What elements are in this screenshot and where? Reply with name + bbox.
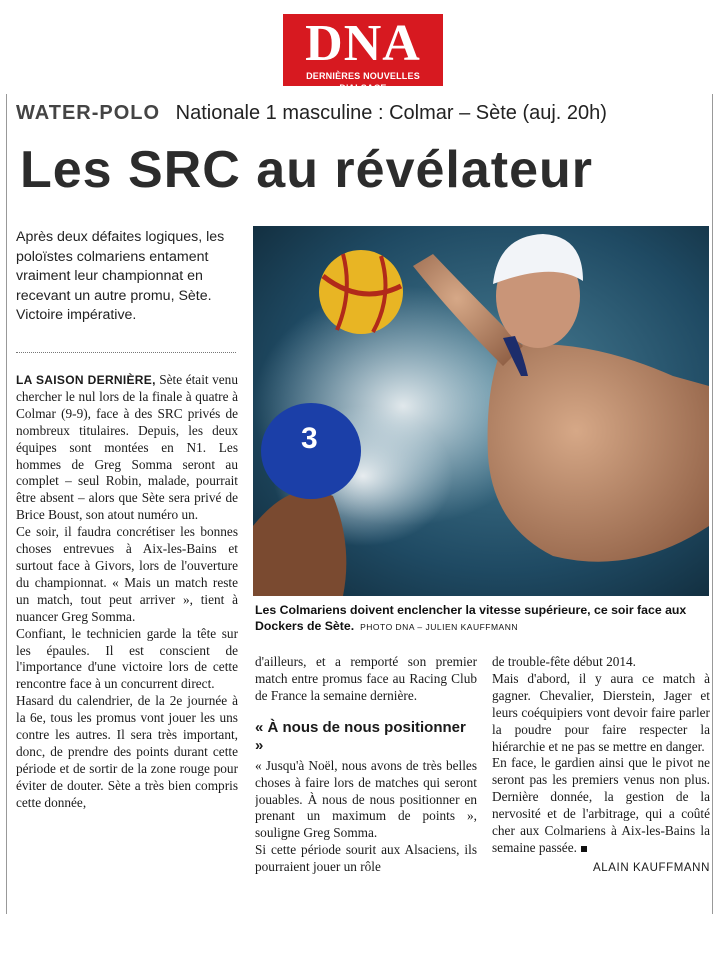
paragraph-8: de trouble-fête début 2014. [492,654,636,669]
article-headline: Les SRC au révélateur [20,141,594,199]
article-kicker [16,98,712,128]
paragraph-3: Confiant, le technicien garde la tête sur les épaules. Il est conscient de l'importance d'une victoire lors de cette rencontre face à un concurrent direct. [16,625,238,692]
chapo-separator [16,352,236,353]
dna-logo [283,14,443,93]
photo-caption [255,602,711,635]
cap-number: 3 [301,422,318,455]
caption-text: Les Colmariens doivent enclencher la vitesse supérieure, ce soir face aux Dockers de Sète. [255,603,687,633]
photo-credit: PHOTO DNA – JULIEN KAUFFMANN [360,622,519,632]
end-mark [581,846,587,852]
lead-in: LA SAISON DERNIÈRE, [16,373,156,387]
paragraph-4: Hasard du calendrier, de la 2e journée à la 6e, tous les promus vont jouer les uns contre les autres. Il sera très important, donc, de prendre des points durant cette période et de sortir de la zone rouge pour éviter de douter. Sète a très bien compris cette donnée, [16,693,238,810]
article-photo [253,226,709,596]
intertitle: « À nous de nous positionner » [255,718,466,754]
frame-rule-right [712,94,713,914]
logo-wordmark: DNA [305,15,421,72]
water-polo-photo [253,226,709,596]
article-chapo: Après deux défaites logiques, les poloïstes colmariens entament vraiment leur championnat en recevant un autre promu, Sète. Victoire impérative. [16,229,225,323]
article-subtitle: Nationale 1 masculine : Colmar – Sète (auj. 20h) [175,102,607,124]
frame-rule-left [6,94,7,914]
paragraph-5: d'ailleurs, et a remporté son premier match entre promus face au Racing Club de France la semaine dernière. [255,654,477,703]
paragraph-10-text: En face, le gardien ainsi que le pivot ne seront pas les premiers venus non plus. Dernière donnée, la gestion de la nervosité et de l'arbitrage, qui a coûté cher aux Colmariens à Aix-les-Bains la semaine passée. [492,755,710,855]
author-signature: ALAIN KAUFFMANN [593,861,710,874]
paragraph-1-text: Sète était venu chercher le nul lors de la finale à quatre à Colmar (9-9), face à des SRC privés de nombreux titulaires. Depuis, les deux équipes sont montées en N1. Les hommes de Greg Somma seront au complet – seul Robin, malade, pourrait être absent – alors que Sète sera privé de Brice Boust, son atout numéro un. [16,372,238,523]
paragraph-9: Mais d'abord, il y aura ce match à gagner. Chevalier, Dierstein, Jager et leurs coéquipiers vont devoir faire parler la poudre pour faire respecter la hiérarchie et ne pas se mettre en danger. [492,670,710,754]
paragraph-6: « Jusqu'à Noël, nous avons de très belles choses à faire lors de matches qui seront jouables. À nous de nous positionner en prenant un maximum de points », souligne Greg Somma. [255,757,477,841]
logo-tagline: DERNIÈRES NOUVELLES D'ALSACE [306,71,420,93]
paragraph-7: Si cette période sourit aux Alsaciens, ils pourraient jouer un rôle [255,842,477,875]
body-column-2 [255,654,477,919]
water-polo-ball [319,250,403,334]
body-column-3 [492,654,710,919]
body-column-1 [16,372,238,917]
paragraph-10 [492,755,710,856]
paragraph-2: Ce soir, il faudra concrétiser les bonnes choses entrevues à Aix-les-Bains et surtout face à Givors, lors de l'ouverture du championnat. « Mais un match reste un match, tout peut arriver », tient à nuancer Greg Somma. [16,524,238,624]
article-category: WATER-POLO [16,102,161,124]
paragraph-1 [16,372,238,524]
